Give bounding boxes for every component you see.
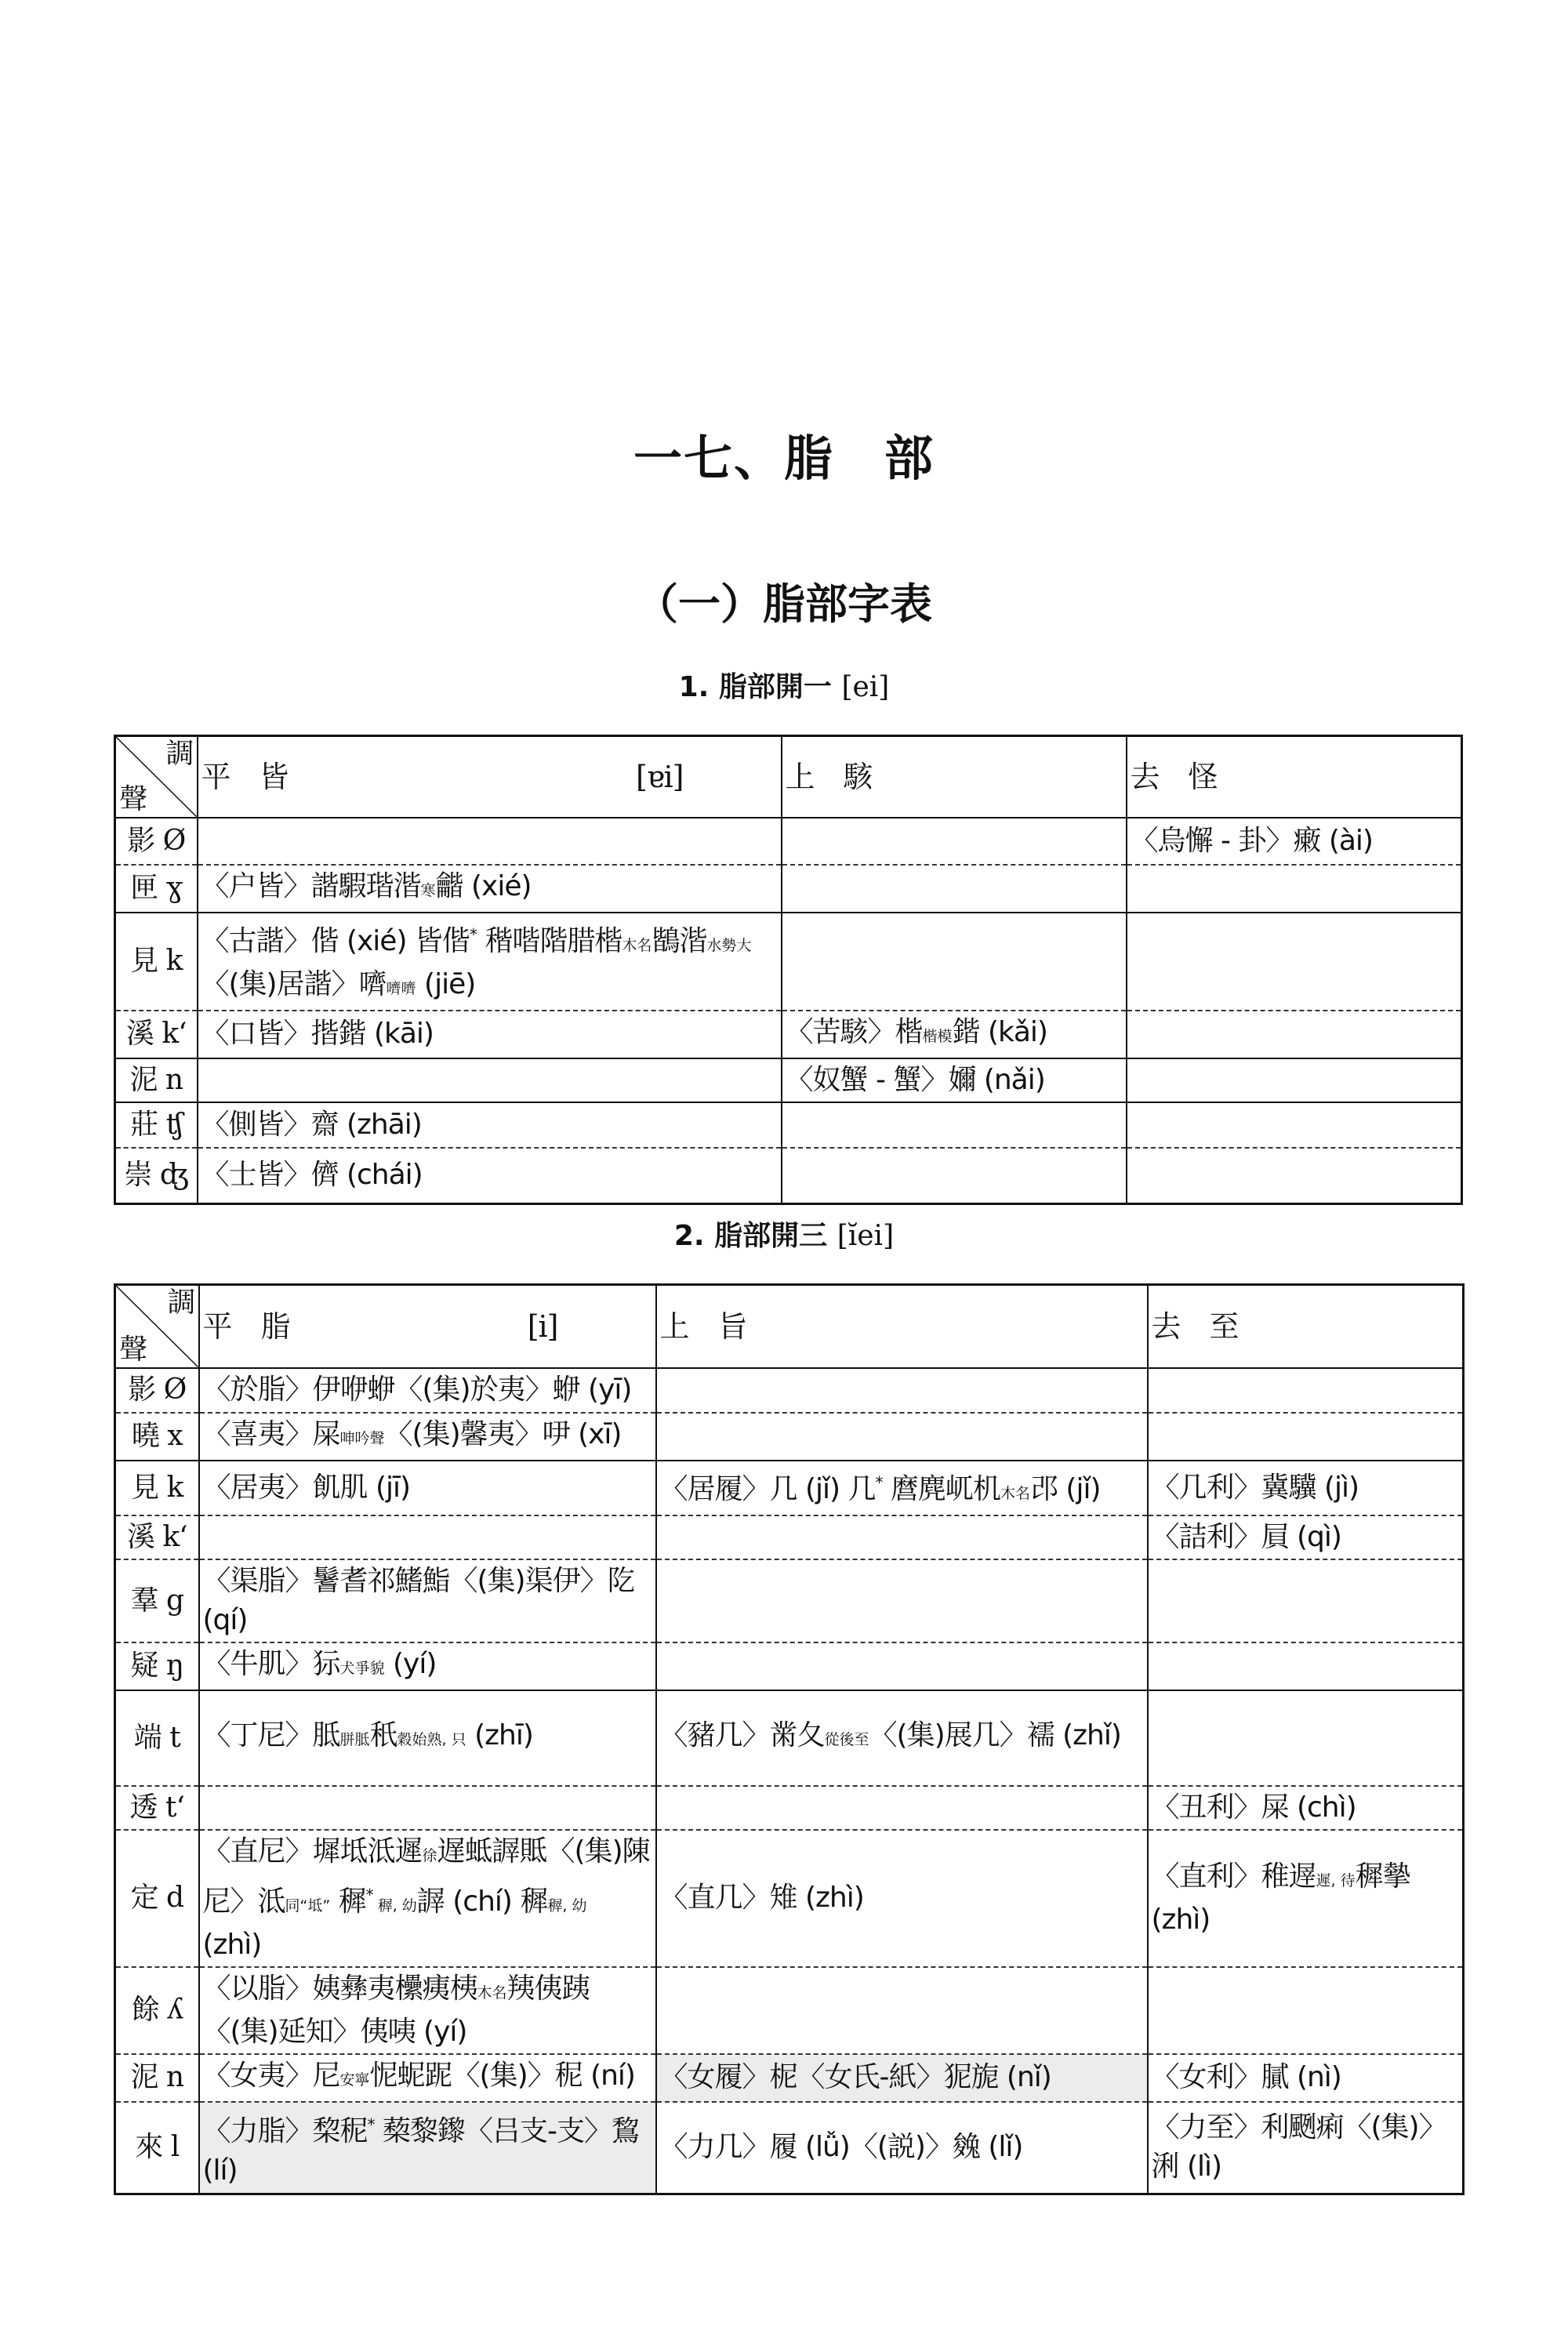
table-1-heading <box>0 665 1568 705</box>
tone-name: 平 皆 <box>201 759 289 794</box>
initial-label <box>115 1830 199 1967</box>
initial-label <box>115 1786 199 1830</box>
reading-text: (zhī) <box>466 1719 533 1751</box>
reading-text: 〈(集)馨夷〉吚 (xī) <box>384 1417 622 1450</box>
initial-ipa: x <box>167 1420 183 1452</box>
initial-label <box>115 865 198 913</box>
initial-char: 見 <box>130 945 158 977</box>
reading-text: 蔾黎鑗〈吕支-支〉鵹 (lí) <box>202 2114 639 2187</box>
initial-label <box>115 1461 199 1515</box>
reading-text: 〈女利〉膩 (nì) <box>1151 2061 1341 2093</box>
reading-text: 秖 <box>369 1719 397 1751</box>
initial-char: 定 <box>130 1882 158 1914</box>
gloss-note: 嚌嚌 <box>386 979 416 997</box>
initial-ipa: ʎ <box>167 1994 183 2026</box>
reading-cell <box>199 1559 656 1642</box>
initial-char: 餘 <box>131 1994 159 2026</box>
reading-cell <box>1148 1690 1464 1786</box>
initial-ipa: n <box>165 1063 183 1096</box>
table-row <box>115 1559 1464 1642</box>
initial-label <box>115 1058 198 1102</box>
reading-cell <box>199 1515 656 1559</box>
reading-text: 〈奴蟹 - 蟹〉嬭 (nǎi) <box>785 1063 1045 1096</box>
reading-text: 遅蚳謘貾〈(集)陳尼〉泜 <box>202 1835 650 1918</box>
reading-text: 〈直尼〉墀坻泜遲 <box>202 1835 423 1867</box>
tone-name: 去 怪 <box>1130 759 1218 794</box>
reading-cell <box>1148 2054 1464 2102</box>
reading-text: 龤 (xié) <box>435 869 532 902</box>
gloss-note: 安寧 <box>339 2071 370 2089</box>
rhyme-ipa: [i] <box>527 1308 558 1344</box>
reading-cell <box>1148 1461 1464 1515</box>
initial-char: 影 <box>128 1374 156 1406</box>
initial-label <box>115 1515 199 1559</box>
reading-cell <box>1148 1515 1464 1559</box>
reading-cell <box>656 1559 1148 1642</box>
reading-cell <box>199 1830 656 1967</box>
asterisk-mark: * <box>367 2114 375 2134</box>
reading-text: 謘 (chí) 穉 <box>416 1885 548 1918</box>
reading-cell <box>782 1058 1127 1102</box>
corner-tone-label: 調 <box>165 738 194 770</box>
initial-label <box>115 1690 199 1786</box>
reading-cell <box>782 865 1127 913</box>
reading-cell <box>782 913 1127 1011</box>
tone-header <box>1148 1285 1464 1368</box>
reading-cell <box>198 865 782 913</box>
reading-cell <box>782 1102 1127 1148</box>
reading-text: 鍇 (kǎi) <box>952 1015 1047 1048</box>
tone-header <box>198 736 782 818</box>
reading-cell <box>656 1786 1148 1830</box>
reading-text: 麿麂屼机 <box>882 1472 1000 1505</box>
reading-text: 〈側皆〉齋 (zhāi) <box>201 1108 422 1141</box>
initial-ipa: Ø <box>162 824 186 857</box>
page-title: 一七、脂 部 <box>633 430 935 487</box>
corner-initial-label: 聲 <box>119 782 147 815</box>
reading-cell <box>1148 1368 1464 1413</box>
initial-ipa: n <box>165 2061 184 2093</box>
reading-cell <box>1148 1642 1464 1690</box>
reading-cell <box>1148 2102 1464 2194</box>
gloss-note: 遲, 待 <box>1316 1871 1356 1889</box>
heading-ipa: [ĭei] <box>837 1220 895 1252</box>
initial-ipa: ɣ <box>165 872 183 904</box>
reading-cell <box>198 818 782 865</box>
initial-char: 影 <box>127 824 155 857</box>
table-row <box>115 1515 1464 1559</box>
gloss-note: 木名 <box>1000 1484 1030 1502</box>
gloss-note: 木名 <box>622 936 652 954</box>
gloss-note: 呻吟聲 <box>339 1429 385 1447</box>
reading-cell <box>1127 818 1462 865</box>
table-row <box>115 1461 1464 1515</box>
reading-text: 〈力几〉履 (lǚ)〈(説)〉㕙 (lǐ) <box>659 2131 1023 2164</box>
reading-cell <box>199 1967 656 2054</box>
tone-name: 去 至 <box>1151 1308 1239 1344</box>
initial-char: 莊 <box>130 1108 158 1141</box>
initial-label <box>115 1559 199 1642</box>
reading-cell <box>1127 1058 1462 1102</box>
tone-name: 上 駭 <box>785 759 873 794</box>
initial-char: 端 <box>133 1721 162 1754</box>
reading-cell <box>199 1413 656 1461</box>
table-row <box>115 2102 1464 2194</box>
reading-text: 〈(集)展几〉襦 (zhǐ) <box>869 1719 1121 1751</box>
reading-cell <box>656 2102 1148 2194</box>
initial-char: 見 <box>131 1471 159 1504</box>
reading-text: 〈力脂〉棃秜 <box>202 2114 368 2147</box>
initial-ipa: l <box>170 2131 180 2164</box>
reading-cell <box>199 2054 656 2102</box>
reading-text: 穉 <box>330 1885 366 1918</box>
reading-cell <box>1148 1830 1464 1967</box>
initial-label <box>115 1967 199 2054</box>
reading-cell <box>782 818 1127 865</box>
corner-cell <box>115 1285 199 1368</box>
corner-cell <box>115 736 198 818</box>
initial-char: 透 <box>129 1791 158 1824</box>
table-row <box>115 865 1462 913</box>
reading-text: 羠侇跠〈(集)延知〉侇咦 (yí) <box>202 1972 590 2048</box>
tone-header <box>1127 736 1462 818</box>
heading-text: 1. 脂部開一 <box>678 671 832 703</box>
reading-cell <box>1148 1559 1464 1642</box>
initial-char: 羣 <box>130 1584 158 1617</box>
initial-char: 曉 <box>131 1420 159 1452</box>
reading-text: 〈户皆〉諧騢瑎湝 <box>201 869 421 902</box>
reading-text: 〈几利〉冀驥 (jì) <box>1151 1471 1359 1504</box>
table-row <box>115 1830 1464 1967</box>
initial-char: 來 <box>135 2131 163 2164</box>
reading-cell <box>1148 1967 1464 2054</box>
initial-char: 溪 <box>125 1018 154 1050</box>
tone-header-content <box>786 757 1123 797</box>
tone-header-content <box>201 757 778 797</box>
reading-cell <box>199 2102 656 2194</box>
initial-char: 泥 <box>130 2061 158 2093</box>
reading-cell <box>198 1148 782 1204</box>
reading-text: 〈女履〉柅〈女氏-紙〉狔旎 (nǐ) <box>659 2061 1051 2093</box>
table-row <box>115 1368 1464 1413</box>
reading-text: 〈古諧〉偕 (xié) 皆偕 <box>201 924 470 957</box>
section-title: （一）脂部字表 <box>636 579 932 629</box>
gloss-note: 寒 <box>420 881 436 899</box>
initial-label <box>115 1642 199 1690</box>
reading-cell <box>199 1642 656 1690</box>
heading-text: 2. 脂部開三 <box>673 1220 828 1252</box>
reading-text: 〈喜夷〉屎 <box>202 1417 340 1450</box>
reading-text: 〈居夷〉飢肌 (jī) <box>202 1471 411 1504</box>
initial-char: 溪 <box>126 1520 154 1553</box>
initial-ipa: k‘ <box>162 1520 187 1553</box>
reading-text: 〈力至〉利颲痢〈(集)〉浰 (lì) <box>1151 2111 1446 2183</box>
tone-header-content <box>203 1307 652 1346</box>
reading-text: 稭喈階腊楷 <box>476 924 622 957</box>
tone-header <box>199 1285 656 1368</box>
table-kai-yi <box>114 735 1463 1205</box>
heading-ipa: [ei] <box>841 671 890 703</box>
gloss-note: 從後至 <box>824 1731 869 1748</box>
initial-ipa: d <box>165 1882 183 1914</box>
reading-text: 〈豬几〉黹夂 <box>659 1719 825 1751</box>
initial-ipa: t‘ <box>165 1791 184 1824</box>
initial-char: 疑 <box>130 1650 158 1682</box>
tone-header <box>782 736 1127 818</box>
reading-cell <box>656 1368 1148 1413</box>
reading-text: 怩蚭跜〈(集)〉秜 (ní) <box>369 2059 635 2092</box>
reading-text: 〈直几〉雉 (zhì) <box>659 1882 864 1914</box>
reading-text: 穉摰 (zhì) <box>1151 1860 1410 1936</box>
reading-text: 〈牛肌〉狋 <box>202 1647 340 1680</box>
initial-label <box>115 2102 199 2194</box>
reading-text: 〈以脂〉姨彝夷欙痍桋 <box>202 1972 477 2005</box>
reading-cell <box>1127 1148 1462 1204</box>
reading-text: 〈苦駭〉楷 <box>785 1015 923 1048</box>
table-kai-san <box>114 1283 1465 2195</box>
reading-text: 〈烏懈 - 卦〉瘷 (ài) <box>1130 824 1373 857</box>
initial-ipa: k <box>165 945 183 977</box>
table-row <box>115 1413 1464 1461</box>
table-row <box>115 1690 1464 1786</box>
reading-cell <box>656 2054 1148 2102</box>
table-row <box>115 1102 1462 1148</box>
tone-header-content <box>660 1307 1144 1346</box>
reading-cell <box>198 1011 782 1058</box>
reading-cell <box>656 1690 1148 1786</box>
reading-cell <box>656 1515 1148 1559</box>
reading-cell <box>782 1011 1127 1058</box>
table-row <box>115 1642 1464 1690</box>
table-2-heading <box>0 1214 1568 1254</box>
table-row <box>115 2054 1464 2102</box>
reading-text: (jiē) <box>416 967 476 1000</box>
initial-char: 泥 <box>129 1063 158 1096</box>
tone-header <box>656 1285 1148 1368</box>
reading-cell <box>199 1368 656 1413</box>
reading-cell <box>198 913 782 1011</box>
reading-text: 鶛湝 <box>652 924 707 957</box>
reading-text: (yí) <box>384 1647 437 1680</box>
reading-cell <box>656 1830 1148 1967</box>
reading-cell <box>198 1102 782 1148</box>
reading-cell <box>1148 1786 1464 1830</box>
reading-cell <box>198 1058 782 1102</box>
reading-cell <box>1148 1413 1464 1461</box>
initial-label <box>115 1148 198 1204</box>
reading-cell <box>1127 1102 1462 1148</box>
gloss-note: 同“坻” <box>285 1896 331 1915</box>
reading-text: 〈女夷〉尼 <box>202 2059 340 2092</box>
gloss-note: 稺, 幼 <box>372 1896 417 1915</box>
initial-label <box>115 1368 199 1413</box>
table-row <box>115 1148 1462 1204</box>
gloss-note: 胼胝 <box>339 1731 370 1748</box>
reading-text: 〈居履〉几 (jǐ) 几 <box>659 1472 876 1505</box>
reading-text: 〈於脂〉伊咿蛜〈(集)於夷〉蛜 (yī) <box>202 1374 632 1406</box>
gloss-note: 稺, 幼 <box>547 1896 587 1915</box>
gloss-note: 犬爭貌 <box>339 1659 385 1677</box>
reading-text: 〈直利〉稚遟 <box>1151 1860 1316 1893</box>
header-row <box>115 736 1462 818</box>
corner-initial-label: 聲 <box>119 1333 147 1366</box>
reading-text: 〈渠脂〉鬐耆祁鰭鮨〈(集)渠伊〉阣 (qí) <box>202 1564 635 1636</box>
initial-label <box>115 818 198 865</box>
reading-text: 〈丁尼〉胝 <box>202 1719 340 1751</box>
reading-text: 邔 (jǐ) <box>1029 1472 1101 1505</box>
table-row <box>115 913 1462 1011</box>
asterisk-mark: * <box>469 924 477 944</box>
gloss-note: 木名 <box>477 1984 507 2002</box>
table-row <box>115 1786 1464 1830</box>
table-row <box>115 1011 1462 1058</box>
reading-cell <box>1127 1011 1462 1058</box>
reading-cell <box>199 1690 656 1786</box>
corner-tone-label: 調 <box>167 1287 195 1319</box>
rhyme-ipa: [ɐi] <box>636 759 684 794</box>
header-row <box>115 1285 1464 1368</box>
initial-label <box>115 1011 198 1058</box>
gloss-note: 楷模 <box>922 1027 953 1045</box>
asterisk-mark: * <box>875 1472 883 1492</box>
initial-label <box>115 1102 198 1148</box>
initial-char: 匣 <box>130 872 158 904</box>
reading-cell <box>1127 913 1462 1011</box>
initial-ipa: ʤ <box>159 1159 189 1192</box>
tone-name: 上 旨 <box>659 1308 747 1344</box>
initial-label <box>115 913 198 1011</box>
reading-cell <box>656 1967 1148 2054</box>
initial-ipa: g <box>165 1584 183 1617</box>
initial-ipa: ʧ <box>165 1108 183 1141</box>
initial-ipa: Ø <box>163 1374 187 1406</box>
tone-name: 平 脂 <box>202 1308 290 1344</box>
initial-ipa: ŋ <box>165 1650 184 1682</box>
table-row <box>115 818 1462 865</box>
reading-text: 〈(集)居諧〉嚌 <box>201 967 387 1000</box>
gloss-note: 水勢大 <box>706 936 752 954</box>
initial-ipa: k <box>166 1471 183 1504</box>
initial-label <box>115 1413 199 1461</box>
reading-text: 〈詰利〉屓 (qì) <box>1151 1520 1341 1553</box>
table-row <box>115 1967 1464 2054</box>
asterisk-mark: * <box>365 1885 373 1904</box>
reading-text: 〈士皆〉儕 (chái) <box>201 1159 423 1192</box>
initial-ipa: t <box>169 1721 180 1754</box>
reading-text: 〈口皆〉揩鍇 (kāi) <box>201 1018 434 1050</box>
reading-cell <box>656 1461 1148 1515</box>
reading-text: (zhì) <box>202 1928 262 1961</box>
reading-text: 〈丑利〉屎 (chì) <box>1151 1791 1356 1824</box>
gloss-note: 穀始熟, 只 <box>397 1731 466 1748</box>
initial-ipa: k‘ <box>162 1018 187 1050</box>
tone-header-content <box>1131 757 1458 797</box>
tone-header-content <box>1152 1307 1460 1346</box>
initial-label <box>115 2054 199 2102</box>
reading-cell <box>1127 865 1462 913</box>
initial-char: 崇 <box>124 1159 152 1192</box>
reading-cell <box>199 1461 656 1515</box>
table-row <box>115 1058 1462 1102</box>
reading-cell <box>782 1148 1127 1204</box>
gloss-note: 徐 <box>422 1846 437 1864</box>
reading-cell <box>656 1642 1148 1690</box>
reading-cell <box>656 1413 1148 1461</box>
reading-cell <box>199 1786 656 1830</box>
